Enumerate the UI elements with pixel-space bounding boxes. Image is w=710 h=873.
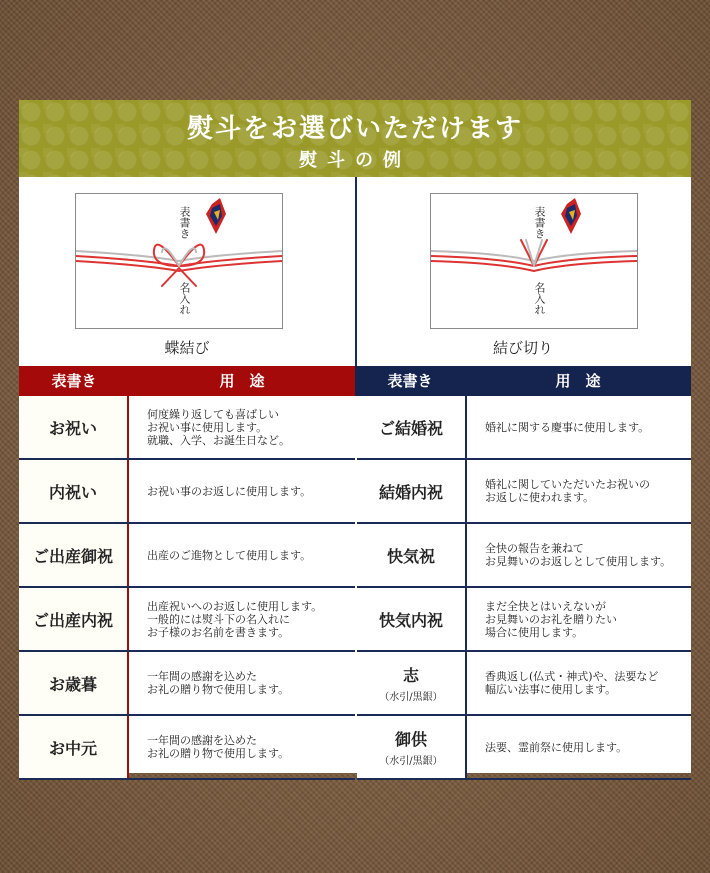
noshi-example-musubikiri (430, 193, 638, 329)
usage-description: 一年間の感謝を込めた お礼の贈り物で使用します。 (147, 670, 290, 696)
mizuhiki-note: （水引/黒銀） (379, 692, 443, 703)
omotegaki-label: 快気内祝 (378, 610, 443, 630)
noshi-naire-text: 名入れ (178, 281, 191, 315)
usage-description: 出産のご進物として使用します。 (147, 548, 312, 562)
omotegaki-cell (357, 460, 467, 522)
omotegaki-label: ご出産内祝 (32, 610, 113, 630)
table-row (357, 524, 691, 588)
omotegaki-label: 快気祝 (386, 546, 435, 566)
mizuhiki-note: （水引/黒銀） (379, 756, 443, 767)
page-subtitle: 熨斗の例 (299, 150, 411, 171)
table-row (19, 716, 355, 780)
usage-description: 婚礼に関していただいたお祝いの お返しに使われます。 (485, 478, 650, 504)
usage-description: 婚礼に関する慶事に使用します。 (485, 420, 650, 434)
left-table-header (19, 366, 355, 396)
omotegaki-label: お中元 (48, 738, 97, 758)
header-banner (19, 100, 691, 177)
table-row (19, 460, 355, 524)
omotegaki-cell (19, 396, 129, 458)
omotegaki-cell (357, 652, 467, 714)
table-row (357, 716, 691, 780)
header-usage: 用 途 (219, 372, 265, 390)
usage-description: 出産祝いへのお返しに使用します。 一般的には熨斗下の名入れに お子様のお名前を書きます。 (147, 599, 323, 639)
omotegaki-label: 志 (402, 666, 419, 685)
right-table-header (355, 366, 691, 396)
table-row (19, 524, 355, 588)
noshi-options-card (19, 100, 691, 773)
table-row (19, 588, 355, 652)
header-omotegaki: 表書き (387, 372, 433, 390)
noshi-naire-text: 名入れ (533, 281, 546, 315)
caption-butterfly-knot: 蝶結び (164, 339, 210, 357)
caption-musubikiri: 結び切り (492, 339, 553, 357)
table-row (357, 460, 691, 524)
omotegaki-cell (19, 460, 129, 522)
omotegaki-cell (19, 652, 129, 714)
table-row (357, 588, 691, 652)
table-row (19, 652, 355, 716)
usage-description: 香典返し(仏式・神式)や、法要など 幅広い法事に使用します。 (485, 670, 659, 696)
omotegaki-cell (19, 524, 129, 586)
table-row (357, 396, 691, 460)
omotegaki-label: ご結婚祝 (378, 418, 443, 438)
omotegaki-label: 内祝い (48, 482, 97, 502)
noshi-omotegaki-text: 表書き (533, 205, 546, 239)
usage-description: お祝い事のお返しに使用します。 (147, 484, 312, 498)
usage-description: まだ全快とはいえないが お見舞いのお礼を贈りたい 場合に使用します。 (485, 599, 617, 639)
table-row (357, 652, 691, 716)
omotegaki-label: 御供 (394, 730, 427, 749)
omotegaki-cell (357, 524, 467, 586)
omotegaki-cell (19, 588, 129, 650)
omotegaki-cell (19, 716, 129, 778)
header-usage: 用 途 (555, 372, 601, 390)
usage-description: 一年間の感謝を込めた お礼の贈り物で使用します。 (147, 734, 290, 760)
omotegaki-label: お歳暮 (48, 674, 97, 694)
noshi-example-butterfly (75, 193, 283, 329)
omotegaki-label: お祝い (48, 418, 97, 438)
usage-description: 何度繰り返しても喜ばしい お祝い事に使用します。 就職、入学、お誕生日など。 (147, 407, 290, 447)
omotegaki-label: 結婚内祝 (378, 482, 443, 502)
omotegaki-label: ご出産御祝 (32, 546, 113, 566)
noshi-omotegaki-text: 表書き (178, 205, 191, 239)
usage-description: 法要、霊前祭に使用します。 (485, 740, 628, 754)
table-row (19, 396, 355, 460)
omotegaki-cell (357, 396, 467, 458)
header-omotegaki: 表書き (51, 372, 97, 390)
page-title: 熨斗をお選びいただけます (186, 114, 523, 144)
omotegaki-cell (357, 588, 467, 650)
omotegaki-cell (357, 716, 467, 778)
usage-description: 全快の報告を兼ねて お見舞いのお返しとして使用します。 (485, 542, 672, 568)
